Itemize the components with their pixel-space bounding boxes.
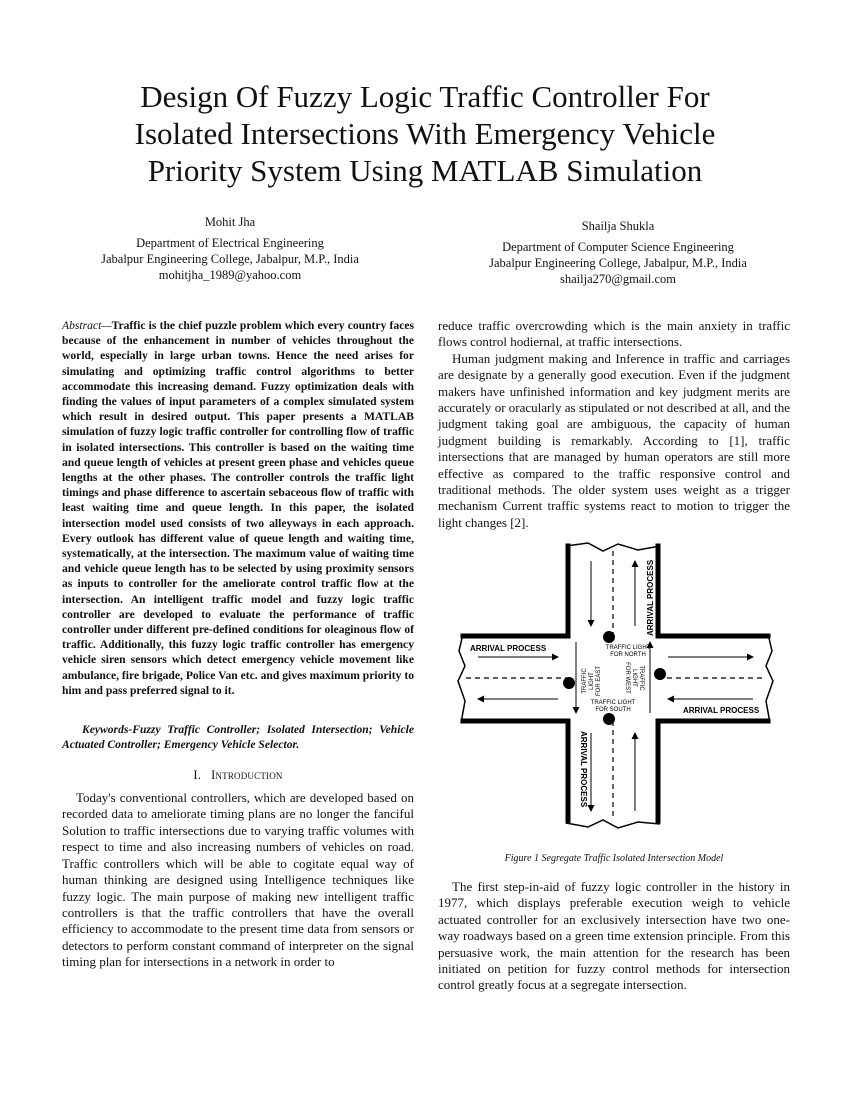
light-north-label: TRAFFIC LIGHT	[605, 645, 651, 652]
road-break	[458, 634, 465, 723]
light-south-label: FOR SOUTH	[595, 707, 631, 714]
author-department: Department of Electrical Engineering	[136, 236, 324, 250]
intersection-diagram	[438, 541, 790, 841]
author-email: shailja270@gmail.com	[559, 272, 676, 286]
author-block-2	[458, 218, 778, 287]
arrival-label-top: ARRIVAL PROCESS	[646, 560, 655, 637]
road-edge	[463, 546, 568, 636]
body-paragraph: The first step-in-aid of fuzzy logic controller in the history in 1977, which displays preferable execution weigh to vehicle actuated controller for an exclusively intersection have two one-way roadways based on a green time extension principle. From this persuasive work, the main attention for the research has been initiated on petition for fuzzy control methods for intersection control greatly focus at a segregate intersection.	[438, 878, 790, 993]
light-west-label: FOR WEST	[624, 662, 630, 695]
abstract	[62, 318, 414, 698]
light-south-label: TRAFFIC LIGHT	[590, 700, 636, 707]
traffic-light-south	[603, 713, 615, 725]
road-edge	[463, 721, 568, 821]
title-line: Priority System Using MATLAB Simulation	[147, 153, 703, 188]
traffic-light-east	[563, 677, 575, 689]
light-east-label: LIGHT	[589, 672, 595, 691]
traffic-light-west	[654, 668, 666, 680]
title-line: Isolated Intersections With Emergency Vehicle	[134, 116, 716, 151]
section-number: I.	[193, 768, 202, 783]
left-column	[62, 318, 414, 971]
section-title: Introduction	[211, 768, 283, 783]
paper-title	[60, 78, 790, 189]
light-west-label: TRAFFIC	[638, 665, 644, 691]
body-paragraph: Human judgment making and Inference in traffic and carriages are designate by a generally good execution. Even if the judgment makers have unfinished information and key judgment merits are accurately or oracularly as stipulated or not described at all, and the judgment taking goal are ambiguous, the capacity of human judgment building is remarkably. According to [1], traffic intersections that are managed by human operators are still more effective as compared to the traffic responsive control and traditional methods. The older system uses weight as a trigger mechanism Current traffic systems react to motion to trigger the light changes [2].	[438, 350, 790, 530]
title-line: Design Of Fuzzy Logic Traffic Controller For	[140, 79, 710, 114]
author-name: Mohit Jha	[204, 215, 256, 229]
arrival-label-bottom: ARRIVAL PROCESS	[579, 731, 588, 808]
section-heading	[62, 768, 414, 784]
body-paragraph: reduce traffic overcrowding which is the main anxiety in traffic flows control hodiernal, at traffic intersections.	[438, 318, 790, 350]
body-paragraph: Today's conventional controllers, which are developed based on recorded data to ameliorate timing plans are no longer the fanciful Solution to traffic intersections due to varying traffic volumes with respect to time and also increasing numbers of vehicles on road. Traffic controllers which will be able to cogitate equal way of human thinking are designed using Intelligence techniques like fuzzy logic. The main purpose of making new intelligent traffic controllers is that the traffic controllers that have the overall efficiency to accommodate to the present time data from sensors or detectors to perform constant command of interpreter on the signal timing plan for intersections in a network in order to	[62, 790, 414, 970]
arrival-label-left: ARRIVAL PROCESS	[470, 644, 547, 654]
road-break	[566, 820, 660, 828]
right-column	[438, 318, 790, 994]
author-name: Shailja Shukla	[581, 219, 655, 233]
road-break	[566, 543, 660, 551]
arrival-label-right: ARRIVAL PROCESS	[683, 706, 760, 716]
road-edge	[658, 546, 768, 636]
figure-caption: Figure 1 Segregate Traffic Isolated Intersection Model	[504, 853, 724, 865]
light-east-label: TRAFFIC	[582, 668, 588, 694]
keywords: Keywords-Fuzzy Traffic Controller; Isolated Intersection; Vehicle Actuated Controller; Emergency Vehicle Selector.	[62, 723, 414, 752]
author-email: mohitjha_1989@yahoo.com	[158, 268, 302, 282]
abstract-lead: Abstract—	[62, 319, 112, 332]
author-block-1	[70, 214, 390, 283]
traffic-light-north	[603, 631, 615, 643]
light-east-label: FOR EAST	[596, 666, 602, 697]
road-edge	[658, 721, 768, 821]
author-institution: Jabalpur Engineering College, Jabalpur, M.P., India	[489, 256, 747, 270]
author-institution: Jabalpur Engineering College, Jabalpur, M.P., India	[101, 252, 359, 266]
author-department: Department of Computer Science Engineering	[502, 240, 734, 254]
abstract-text: Traffic is the chief puzzle problem which every country faces because of the enhancement in number of vehicles throughout the world, especially in large urban towns. Hence the need arises for simulating and optimizing traffic control algorithms to better accommodate this increasing demand. Fuzzy optimization deals with finding the values of input parameters of a complex simulated system which result in desired output. This paper presents a MATLAB simulation of fuzzy logic traffic controller for controlling flow of traffic in isolated intersections. This controller is based on the waiting time and queue length of vehicles at present green phase and vehicles queue lengths at the other phases. The controller controls the traffic light timings and phase difference to ascertain sebaceous flow of traffic with least waiting time and queue length. In this paper, the isolated intersection model used consists of two alleyways in each approach. Every outlook has different value of queue length and waiting time, systematically, at the intersection. The maximum value of waiting time and vehicle queue length has to be selected by using proximity sensors as inputs to controller for the ameliorate control traffic flow at the intersection. An intelligent traffic model and fuzzy logic traffic controller are developed to evaluate the performance of traffic controller under different pre-defined conditions for oleaginous flow of traffic. Additionally, this fuzzy logic traffic controller has emergency vehicle siren sensors which detect emergency vehicle movement like ambulance, fire brigade, Police Van etc. and gives maximum priority to him and pass preferred signal to it.	[62, 319, 414, 697]
light-west-label: LIGHT	[631, 669, 637, 688]
road-break	[766, 634, 773, 723]
intersection-figure	[438, 541, 790, 841]
light-north-label: FOR NORTH	[610, 652, 646, 659]
